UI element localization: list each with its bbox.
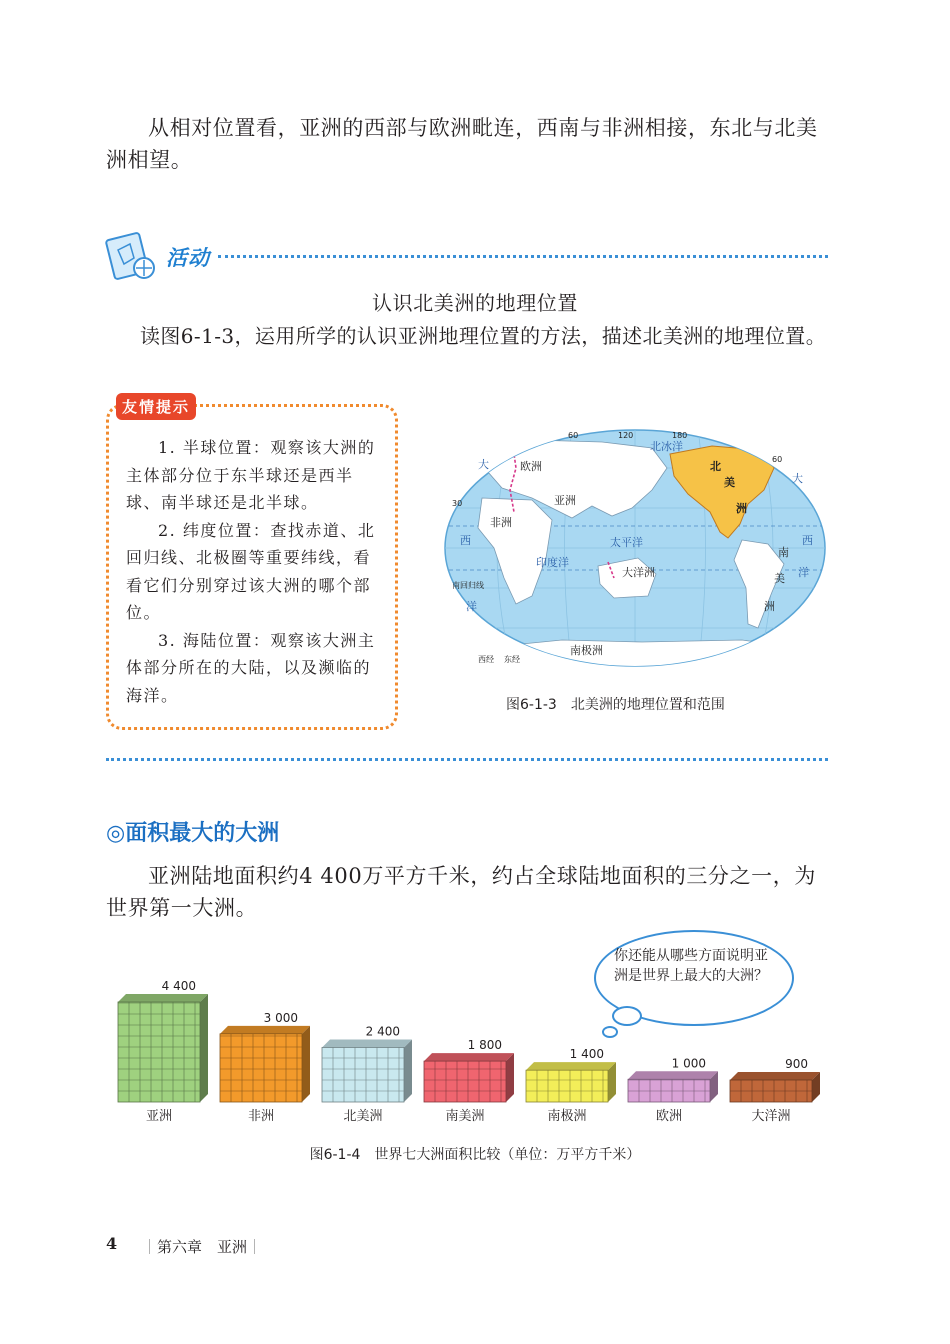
bar-front [118,1002,200,1102]
activity-divider-bottom [106,758,828,761]
tip-item: 2. 纬度位置：查找赤道、北回归线、北极圈等重要纬线，看看它们分别穿过该大洲的哪个部位。 [126,520,376,622]
section-paragraph: 亚洲陆地面积约4 400万平方千米，约占全球陆地面积的三分之一，为世界第一大洲。 [106,864,816,920]
bar-category-label: 非洲 [247,1109,275,1124]
bar-front [220,1034,302,1102]
bar-6 [628,1071,718,1102]
bar-category-label: 欧洲 [655,1109,683,1124]
bar-3 [322,1039,412,1102]
map-label-antarctica: 南极洲 [570,644,603,657]
activity-label: 活动 [166,246,210,270]
world-map [442,428,828,668]
bar-side [404,1039,412,1102]
bar-category-label: 大洋洲 [751,1109,791,1124]
map-label-pacific: 太平洋 [610,536,643,549]
map-label-atlantic-w3: 洋 [466,600,477,613]
chart-caption: 图6-1-4 世界七大洲面积比较（单位：万平方千米） [309,1147,641,1163]
bar-4 [424,1053,514,1102]
chapter-title: 第六章 亚洲 [157,1238,248,1256]
bar-front [322,1047,404,1102]
bar-top [424,1053,514,1061]
bar-1 [118,994,208,1102]
bar-side [200,994,208,1102]
bar-5 [526,1062,616,1102]
map-label-africa: 非洲 [490,516,512,529]
bar-front [424,1061,506,1102]
map-label-europe: 欧洲 [520,460,542,473]
intro-paragraph: 从相对位置看，亚洲的西部与欧洲毗连，西南与非洲相接，东北与北美洲相望。 [106,116,818,172]
map-label-arctic: 北冰洋 [650,440,683,453]
bar-2 [220,1026,310,1102]
tip-item: 3. 海陆位置：观察该大洲主体部分所在的大陆，以及濒临的海洋。 [126,630,376,705]
bar-top [322,1039,412,1047]
bar-front [628,1079,710,1102]
map-label-tropic-s: 南回归线 [452,581,484,590]
map-label-east-lon: 东经 [504,655,520,664]
map-label-atlantic-m: 西 [802,534,813,547]
bar-category-label: 南极洲 [547,1109,587,1124]
bar-value-label: 900 [785,1057,808,1071]
bar-top [730,1072,820,1080]
bar-category-label: 北美洲 [343,1109,383,1124]
bar-top [628,1071,718,1079]
map-label-atlantic-s: 洋 [798,566,809,579]
bar-7 [730,1072,820,1102]
map-label-na-2: 美 [724,476,735,489]
footer-bar-right: ｜ [247,1238,263,1256]
footer-bar-left: ｜ [142,1238,158,1256]
bar-top [220,1026,310,1034]
map-caption: 图6-1-3 北美洲的地理位置和范围 [506,697,725,713]
bar-category-label: 亚洲 [145,1109,173,1124]
bar-value-label: 2 400 [365,1024,400,1039]
map-label-asia: 亚洲 [554,494,576,507]
map-label-sa-1: 南 [778,546,789,559]
map-label-atlantic-w2: 西 [460,534,471,547]
activity-icon [104,228,160,284]
page-number: 4 [106,1234,118,1253]
bar-value-label: 1 400 [569,1047,604,1062]
map-label-west-lon: 西经 [478,655,494,664]
bar-value-label: 1 000 [671,1056,706,1071]
bar-value-label: 1 800 [467,1038,502,1053]
map-label-na-3: 洲 [736,502,747,515]
activity-instruction: 读图6-1-3，运用所学的认识亚洲地理位置的方法，描述北美洲的地理位置。 [140,324,827,348]
map-label-atlantic-w1: 大 [478,458,489,471]
bar-value-label: 3 000 [263,1010,298,1025]
bar-top [526,1062,616,1070]
activity-title: 认识北美洲的地理位置 [372,291,578,315]
map-label-sa-3: 洲 [764,600,775,613]
tips-list [126,434,378,709]
activity-divider-top [218,255,828,258]
map-label-oceania: 大洋洲 [622,566,655,579]
map-label-lat-30: 30 [452,499,463,508]
chapter-label [142,1236,262,1257]
section-title: ◎面积最大的大洲 [106,821,280,846]
map-label-lon-120: 120 [618,431,634,440]
bar-value-label: 4 400 [161,980,196,993]
map-label-lon-60: 60 [568,431,579,440]
tips-badge: 友情提示 [116,393,196,420]
bar-side [506,1053,514,1102]
bar-side [302,1026,310,1102]
bubble-text: 你还能从哪些方面说明亚洲是世界上最大的大洲？ [614,948,768,984]
bar-top [118,994,208,1002]
map-label-na-1: 北 [710,460,721,473]
map-label-sa-2: 美 [774,572,785,585]
bar-category-label: 南美洲 [445,1109,485,1124]
map-label-lat-60: 60 [772,455,783,464]
bar-front [526,1070,608,1102]
map-label-indian-ocean: 印度洋 [536,556,569,569]
map-label-lon-180: 180 [672,431,688,440]
continent-area-chart [100,980,830,1130]
tip-item: 1. 半球位置：观察该大洲的主体部分位于东半球还是西半球、南半球还是北半球。 [126,438,376,512]
map-label-atlantic-n: 大 [792,472,803,485]
